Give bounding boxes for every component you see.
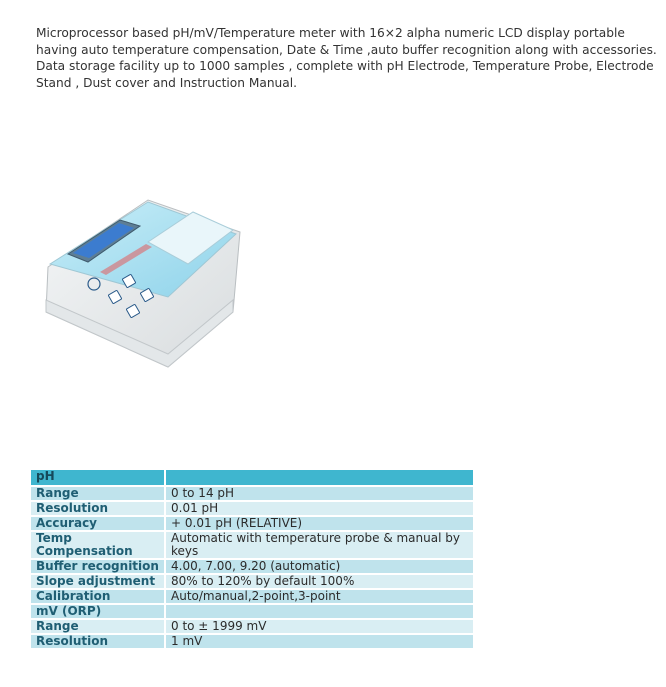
spec-value — [166, 605, 473, 618]
spec-value: 0.01 pH — [166, 502, 473, 515]
spec-table — [31, 468, 473, 650]
spec-key: Range — [31, 487, 166, 500]
description-line: Microprocessor based pH/mV/Temperature meter with 16×2 alpha numeric LCD display portable — [36, 26, 625, 40]
table-row — [31, 532, 473, 558]
table-section-row — [31, 605, 473, 618]
spec-key: Calibration — [31, 590, 166, 603]
table-row — [31, 620, 473, 633]
spec-key: Slope adjustment — [31, 575, 166, 588]
spec-key: Temp Compensation — [31, 532, 166, 558]
spec-value — [166, 470, 473, 485]
spec-value: Automatic with temperature probe & manual by keys — [166, 532, 473, 558]
table-row — [31, 487, 473, 500]
spec-value: 1 mV — [166, 635, 473, 648]
spec-key: Buffer recognition — [31, 560, 166, 573]
product-description — [36, 25, 656, 91]
table-row — [31, 502, 473, 515]
spec-key: Resolution — [31, 635, 166, 648]
spec-value: 0 to 14 pH — [166, 487, 473, 500]
description-line: Data storage facility up to 1000 samples , complete with pH Electrode, Temperature Probe, Electrode — [36, 59, 654, 74]
table-row — [31, 560, 473, 573]
spec-value: Auto/manual,2-point,3-point — [166, 590, 473, 603]
table-header-row — [31, 470, 473, 485]
table-row — [31, 517, 473, 530]
spec-value: 80% to 120% by default 100% — [166, 575, 473, 588]
description-line: having auto temperature compensation, Date & Time ,auto buffer recognition along with accessories. — [36, 42, 657, 57]
spec-value: 0 to ± 1999 mV — [166, 620, 473, 633]
table-row — [31, 575, 473, 588]
spec-key: Accuracy — [31, 517, 166, 530]
spec-key: Resolution — [31, 502, 166, 515]
table-row — [31, 590, 473, 603]
spec-key: pH — [31, 470, 166, 485]
description-line: Stand , Dust cover and Instruction Manual. — [36, 75, 297, 90]
ph-meter-device-icon — [28, 172, 258, 372]
product-image — [28, 172, 258, 372]
spec-key: Range — [31, 620, 166, 633]
spec-value: + 0.01 pH (RELATIVE) — [166, 517, 473, 530]
table-row — [31, 635, 473, 648]
spec-key: mV (ORP) — [31, 605, 166, 618]
spec-value: 4.00, 7.00, 9.20 (automatic) — [166, 560, 473, 573]
